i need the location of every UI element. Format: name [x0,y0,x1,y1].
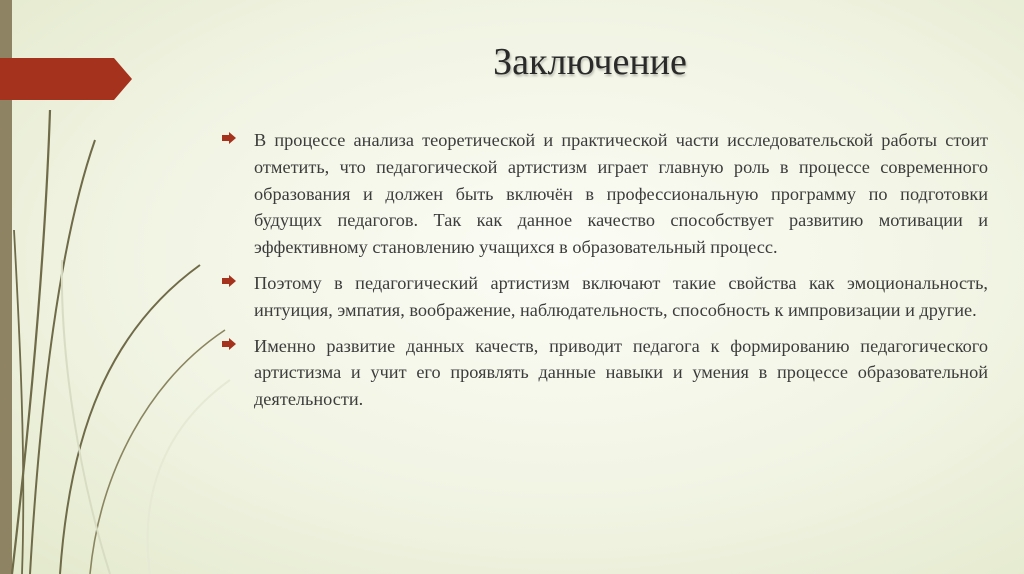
bullet-text: Поэтому в педагогический артистизм включают такие свойства как эмоциональность, интуиция, эмпатия, воображение, наблюдательность, способность к импровизации и другие. [254,272,988,320]
arrow-bullet-icon [222,132,236,144]
arrow-bullet-icon [222,338,236,350]
title-accent-arrow [0,58,132,100]
bullet-item [222,270,988,324]
arrow-bullet-icon [222,275,236,287]
bullet-item [222,127,988,261]
bullet-text: Именно развитие данных качеств, приводит педагога к формированию педагогического артистизма и учит его проявлять данные навыки и умения в процессе образовательной деятельности. [254,335,988,410]
bullet-item [222,333,988,413]
bullet-text: В процессе анализа теоретической и практической части исследовательской работы стоит отметить, что педагогической артистизм играет главную роль в процессе современного образования и должен быть включён в профессиональную программу по подготовки будущих педагогов. Так как данное качество способствует развитию мотивации и эффективному становлению учащихся в образовательный процесс. [254,130,988,258]
bullet-list [222,127,988,422]
slide-title: Заключение [493,41,687,83]
